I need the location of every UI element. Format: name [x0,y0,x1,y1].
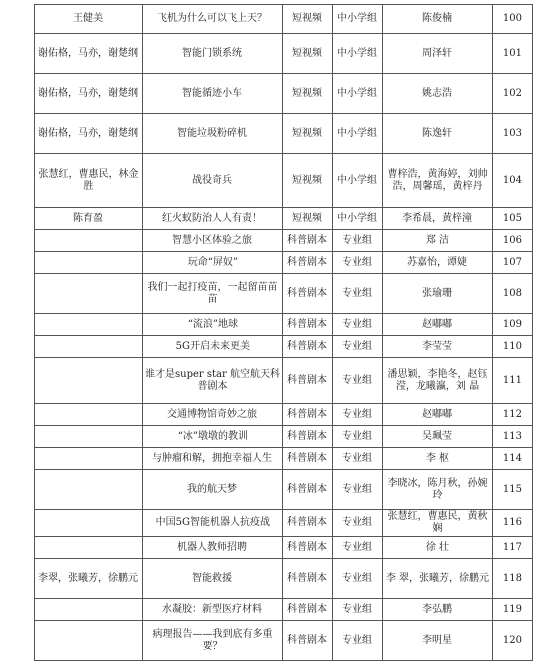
entry-number: 118 [502,572,523,584]
table-row [7,336,533,358]
group-cell [333,252,383,274]
authors-cell [383,621,493,661]
category-cell [283,448,333,470]
advisor: 李翠，张曦芳，徐鹏元 [38,572,139,584]
project-title-cell [143,336,283,358]
group: 专业组 [342,287,373,299]
table-row [7,34,533,74]
project-title: 机器人教师招聘 [177,541,248,553]
advisor-cell [35,470,143,510]
authors: 李希晨，黄梓潼 [402,212,473,224]
advisor-cell [35,154,143,208]
project-title-cell [143,448,283,470]
group: 专业组 [342,374,373,386]
category-cell [283,314,333,336]
group: 专业组 [342,452,373,464]
group: 专业组 [342,408,373,420]
advisor-cell [35,314,143,336]
project-title: 智能循迹小车 [182,87,243,99]
project-title: “冰”墩墩的教训 [177,430,248,442]
results-table [6,4,533,661]
entry-number-cell [493,74,533,114]
project-title: 智慧小区体验之旅 [172,234,253,246]
authors-cell [383,154,493,208]
entry-number: 103 [502,127,523,139]
authors-cell [383,426,493,448]
authors: 曹梓浩，黄海婷，刘帅浩，周馨瑶，黄梓丹 [387,168,488,192]
authors: 赵嘟嘟 [422,408,453,420]
category-cell [283,470,333,510]
project-title-cell [143,537,283,559]
advisor-cell [35,114,143,154]
authors: 张瑜珊 [422,287,453,299]
table-row [7,114,533,154]
entry-number-cell [493,599,533,621]
authors-cell [383,252,493,274]
project-title-cell [143,34,283,74]
authors: 姚志浩 [422,87,453,99]
entry-number: 112 [502,408,523,420]
project-title-cell [143,426,283,448]
category-cell [283,404,333,426]
authors-cell [383,230,493,252]
entry-number-cell [493,404,533,426]
table-row [7,537,533,559]
group: 专业组 [342,572,373,584]
advisor-cell [35,599,143,621]
table-row [7,510,533,537]
project-title: 我们一起打疫苗，一起留苗苗苗 [147,281,278,305]
authors: 李明星 [422,634,453,646]
group: 中小学组 [337,47,378,59]
entry-number: 116 [502,517,523,528]
table-row [7,314,533,336]
entry-number: 109 [502,318,523,330]
category: 科普剧本 [287,430,328,442]
group: 中小学组 [337,127,378,139]
group-cell [333,5,383,34]
category: 短视频 [292,87,323,99]
category-cell [283,537,333,559]
table-row [7,74,533,114]
group: 专业组 [342,541,373,553]
authors-cell [383,34,493,74]
project-title: 我的航天梦 [187,483,238,495]
authors-cell [383,314,493,336]
entry-number-cell [493,5,533,34]
table-row [7,252,533,274]
entry-number: 115 [502,483,523,495]
advisor-cell [35,252,143,274]
entry-number: 119 [502,603,523,615]
authors-cell [383,559,493,599]
group: 专业组 [342,256,373,268]
table-row [7,448,533,470]
category: 短视频 [292,212,323,224]
table-row [7,230,533,252]
project-title-cell [143,252,283,274]
group-cell [333,34,383,74]
project-title: 交通博物馆奇妙之旅 [167,408,258,420]
category: 科普剧本 [287,483,328,495]
category: 短视频 [292,13,323,24]
group-cell [333,274,383,314]
advisor: 陈育盈 [73,212,104,224]
advisor: 谢佑格，马亦，谢楚纲 [38,87,139,99]
group-cell [333,537,383,559]
project-title-cell [143,404,283,426]
advisor-cell [35,336,143,358]
group: 专业组 [342,517,373,528]
group-cell [333,599,383,621]
advisor-cell [35,74,143,114]
project-title: 病理报告——我到底有多重要？ [152,628,273,652]
category: 科普剧本 [287,340,328,352]
group-cell [333,621,383,661]
advisor-cell [35,510,143,537]
entry-number: 120 [502,634,523,646]
category-cell [283,5,333,34]
entry-number-cell [493,114,533,154]
table-row [7,621,533,661]
group-cell [333,230,383,252]
table-row [7,274,533,314]
group-cell [333,510,383,537]
entry-number-cell [493,230,533,252]
category: 短视频 [292,47,323,59]
table-row [7,208,533,230]
authors-cell [383,114,493,154]
group-cell [333,154,383,208]
group-cell [333,358,383,404]
authors: 李莹莹 [422,340,453,352]
group-cell [333,559,383,599]
authors: 陈逸轩 [422,127,453,139]
group: 专业组 [342,603,373,615]
project-title: 智能垃圾粉碎机 [177,127,248,139]
group: 专业组 [342,483,373,495]
project-title-cell [143,510,283,537]
authors: 苏嘉怡，谭婕 [407,256,468,268]
table-row [7,559,533,599]
category-cell [283,252,333,274]
project-title-cell [143,470,283,510]
entry-number-cell [493,274,533,314]
authors: 张慧红，曹惠民，黄秋娴 [387,511,488,534]
authors-cell [383,74,493,114]
advisor-cell [35,448,143,470]
authors: 李弘鹏 [422,603,453,615]
entry-number-cell [493,358,533,404]
project-title-cell [143,114,283,154]
entry-number-cell [493,426,533,448]
authors: 李 翠，张曦芳，徐鹏元 [385,572,490,584]
advisor-cell [35,426,143,448]
advisor-cell [35,230,143,252]
group: 专业组 [342,318,373,330]
entry-number: 102 [502,87,523,99]
project-title-cell [143,5,283,34]
advisor-cell [35,621,143,661]
group: 专业组 [342,340,373,352]
category: 科普剧本 [287,408,328,420]
advisor-cell [35,34,143,74]
entry-number: 107 [502,256,523,268]
group: 专业组 [342,430,373,442]
entry-number-cell [493,621,533,661]
advisor-cell [35,559,143,599]
entry-number-cell [493,252,533,274]
advisor-cell [35,5,143,34]
entry-number: 106 [502,234,523,246]
advisor-cell [35,208,143,230]
entry-number-cell [493,537,533,559]
group: 中小学组 [337,174,378,186]
entry-number: 105 [502,212,523,224]
project-title: 智能门锁系统 [182,47,243,59]
authors-cell [383,510,493,537]
group-cell [333,314,383,336]
table-row [7,404,533,426]
group: 中小学组 [337,212,378,224]
entry-number-cell [493,208,533,230]
project-title: 5G开启未来更美 [175,340,250,352]
group-cell [333,74,383,114]
authors: 李 枢 [425,452,450,464]
category: 短视频 [292,174,323,186]
advisor-cell [35,358,143,404]
authors: 李晓冰，陈月秋，孙婉玲 [387,477,488,501]
category-cell [283,621,333,661]
table-row [7,5,533,34]
authors: 徐 壮 [425,541,450,553]
project-title-cell [143,274,283,314]
authors-cell [383,599,493,621]
category-cell [283,510,333,537]
authors-cell [383,274,493,314]
group: 专业组 [342,634,373,646]
authors: 吴珮莹 [422,430,453,442]
table-row [7,358,533,404]
category-cell [283,559,333,599]
table-row [7,426,533,448]
category: 科普剧本 [287,634,328,646]
authors-cell [383,448,493,470]
entry-number: 110 [502,340,523,352]
entry-number-cell [493,510,533,537]
category-cell [283,114,333,154]
table-row [7,599,533,621]
project-title-cell [143,559,283,599]
entry-number: 100 [502,13,523,24]
category: 科普剧本 [287,452,328,464]
project-title: 红火蚁防治人人有责！ [162,212,263,224]
category-cell [283,336,333,358]
project-title: 谁才是super star 航空航天科普剧本 [145,368,280,392]
category-cell [283,274,333,314]
category-cell [283,358,333,404]
category: 科普剧本 [287,256,328,268]
project-title: 战役奇兵 [192,174,233,186]
authors-cell [383,404,493,426]
group-cell [333,114,383,154]
category: 科普剧本 [287,603,328,615]
entry-number-cell [493,470,533,510]
project-title-cell [143,621,283,661]
authors-cell [383,358,493,404]
entry-number: 108 [502,287,523,299]
advisor-cell [35,274,143,314]
group: 中小学组 [337,13,378,24]
entry-number-cell [493,154,533,208]
entry-number: 104 [502,174,523,186]
category-cell [283,426,333,448]
project-title-cell [143,358,283,404]
entry-number: 117 [502,541,523,553]
advisor-cell [35,537,143,559]
project-title: 水凝胶：新型医疗材料 [162,603,263,615]
entry-number: 101 [502,47,523,59]
authors-cell [383,336,493,358]
advisor: 张慧红，曹惠民，林金胜 [38,168,139,192]
group: 专业组 [342,234,373,246]
category: 科普剧本 [287,572,328,584]
table-body [7,5,533,661]
authors: 陈俊楠 [422,13,453,24]
group-cell [333,404,383,426]
table-row [7,470,533,510]
project-title: 中国5G智能机器人抗疫战 [155,517,270,528]
category-cell [283,208,333,230]
project-title: 智能救援 [192,572,233,584]
entry-number: 114 [502,452,523,464]
group-cell [333,208,383,230]
category: 短视频 [292,127,323,139]
advisor: 谢佑格，马亦，谢楚纲 [38,127,139,139]
group-cell [333,448,383,470]
project-title-cell [143,230,283,252]
authors-cell [383,470,493,510]
group-cell [333,470,383,510]
group-cell [333,426,383,448]
entry-number-cell [493,559,533,599]
advisor: 王健美 [73,13,104,24]
authors-cell [383,537,493,559]
group: 中小学组 [337,87,378,99]
project-title-cell [143,74,283,114]
project-title-cell [143,154,283,208]
entry-number-cell [493,336,533,358]
entry-number-cell [493,448,533,470]
category-cell [283,599,333,621]
project-title: 飞机为什么可以飞上天？ [157,13,268,24]
category-cell [283,34,333,74]
project-title: 与肿瘤和解，拥抱幸福人生 [152,452,273,464]
category-cell [283,74,333,114]
entry-number-cell [493,34,533,74]
authors-cell [383,208,493,230]
entry-number: 113 [502,430,523,442]
project-title: 玩命“屏奴” [187,256,238,268]
project-title-cell [143,599,283,621]
authors-cell [383,5,493,34]
project-title: “流浪”地球 [187,318,238,330]
project-title-cell [143,208,283,230]
category: 科普剧本 [287,287,328,299]
authors: 赵嘟嘟 [422,318,453,330]
project-title-cell [143,314,283,336]
category: 科普剧本 [287,541,328,553]
table-row [7,154,533,208]
authors: 郑 洁 [425,234,450,246]
category-cell [283,230,333,252]
advisor: 谢佑格，马亦，谢楚纲 [38,47,139,59]
category-cell [283,154,333,208]
entry-number: 111 [502,374,523,386]
authors: 潘思颖，李艳冬，赵钰滢，龙曦瀛，刘 晶 [387,368,488,392]
group-cell [333,336,383,358]
category: 科普剧本 [287,318,328,330]
category: 科普剧本 [287,234,328,246]
entry-number-cell [493,314,533,336]
authors: 周泽轩 [422,47,453,59]
category: 科普剧本 [287,374,328,386]
advisor-cell [35,404,143,426]
category: 科普剧本 [287,517,328,528]
